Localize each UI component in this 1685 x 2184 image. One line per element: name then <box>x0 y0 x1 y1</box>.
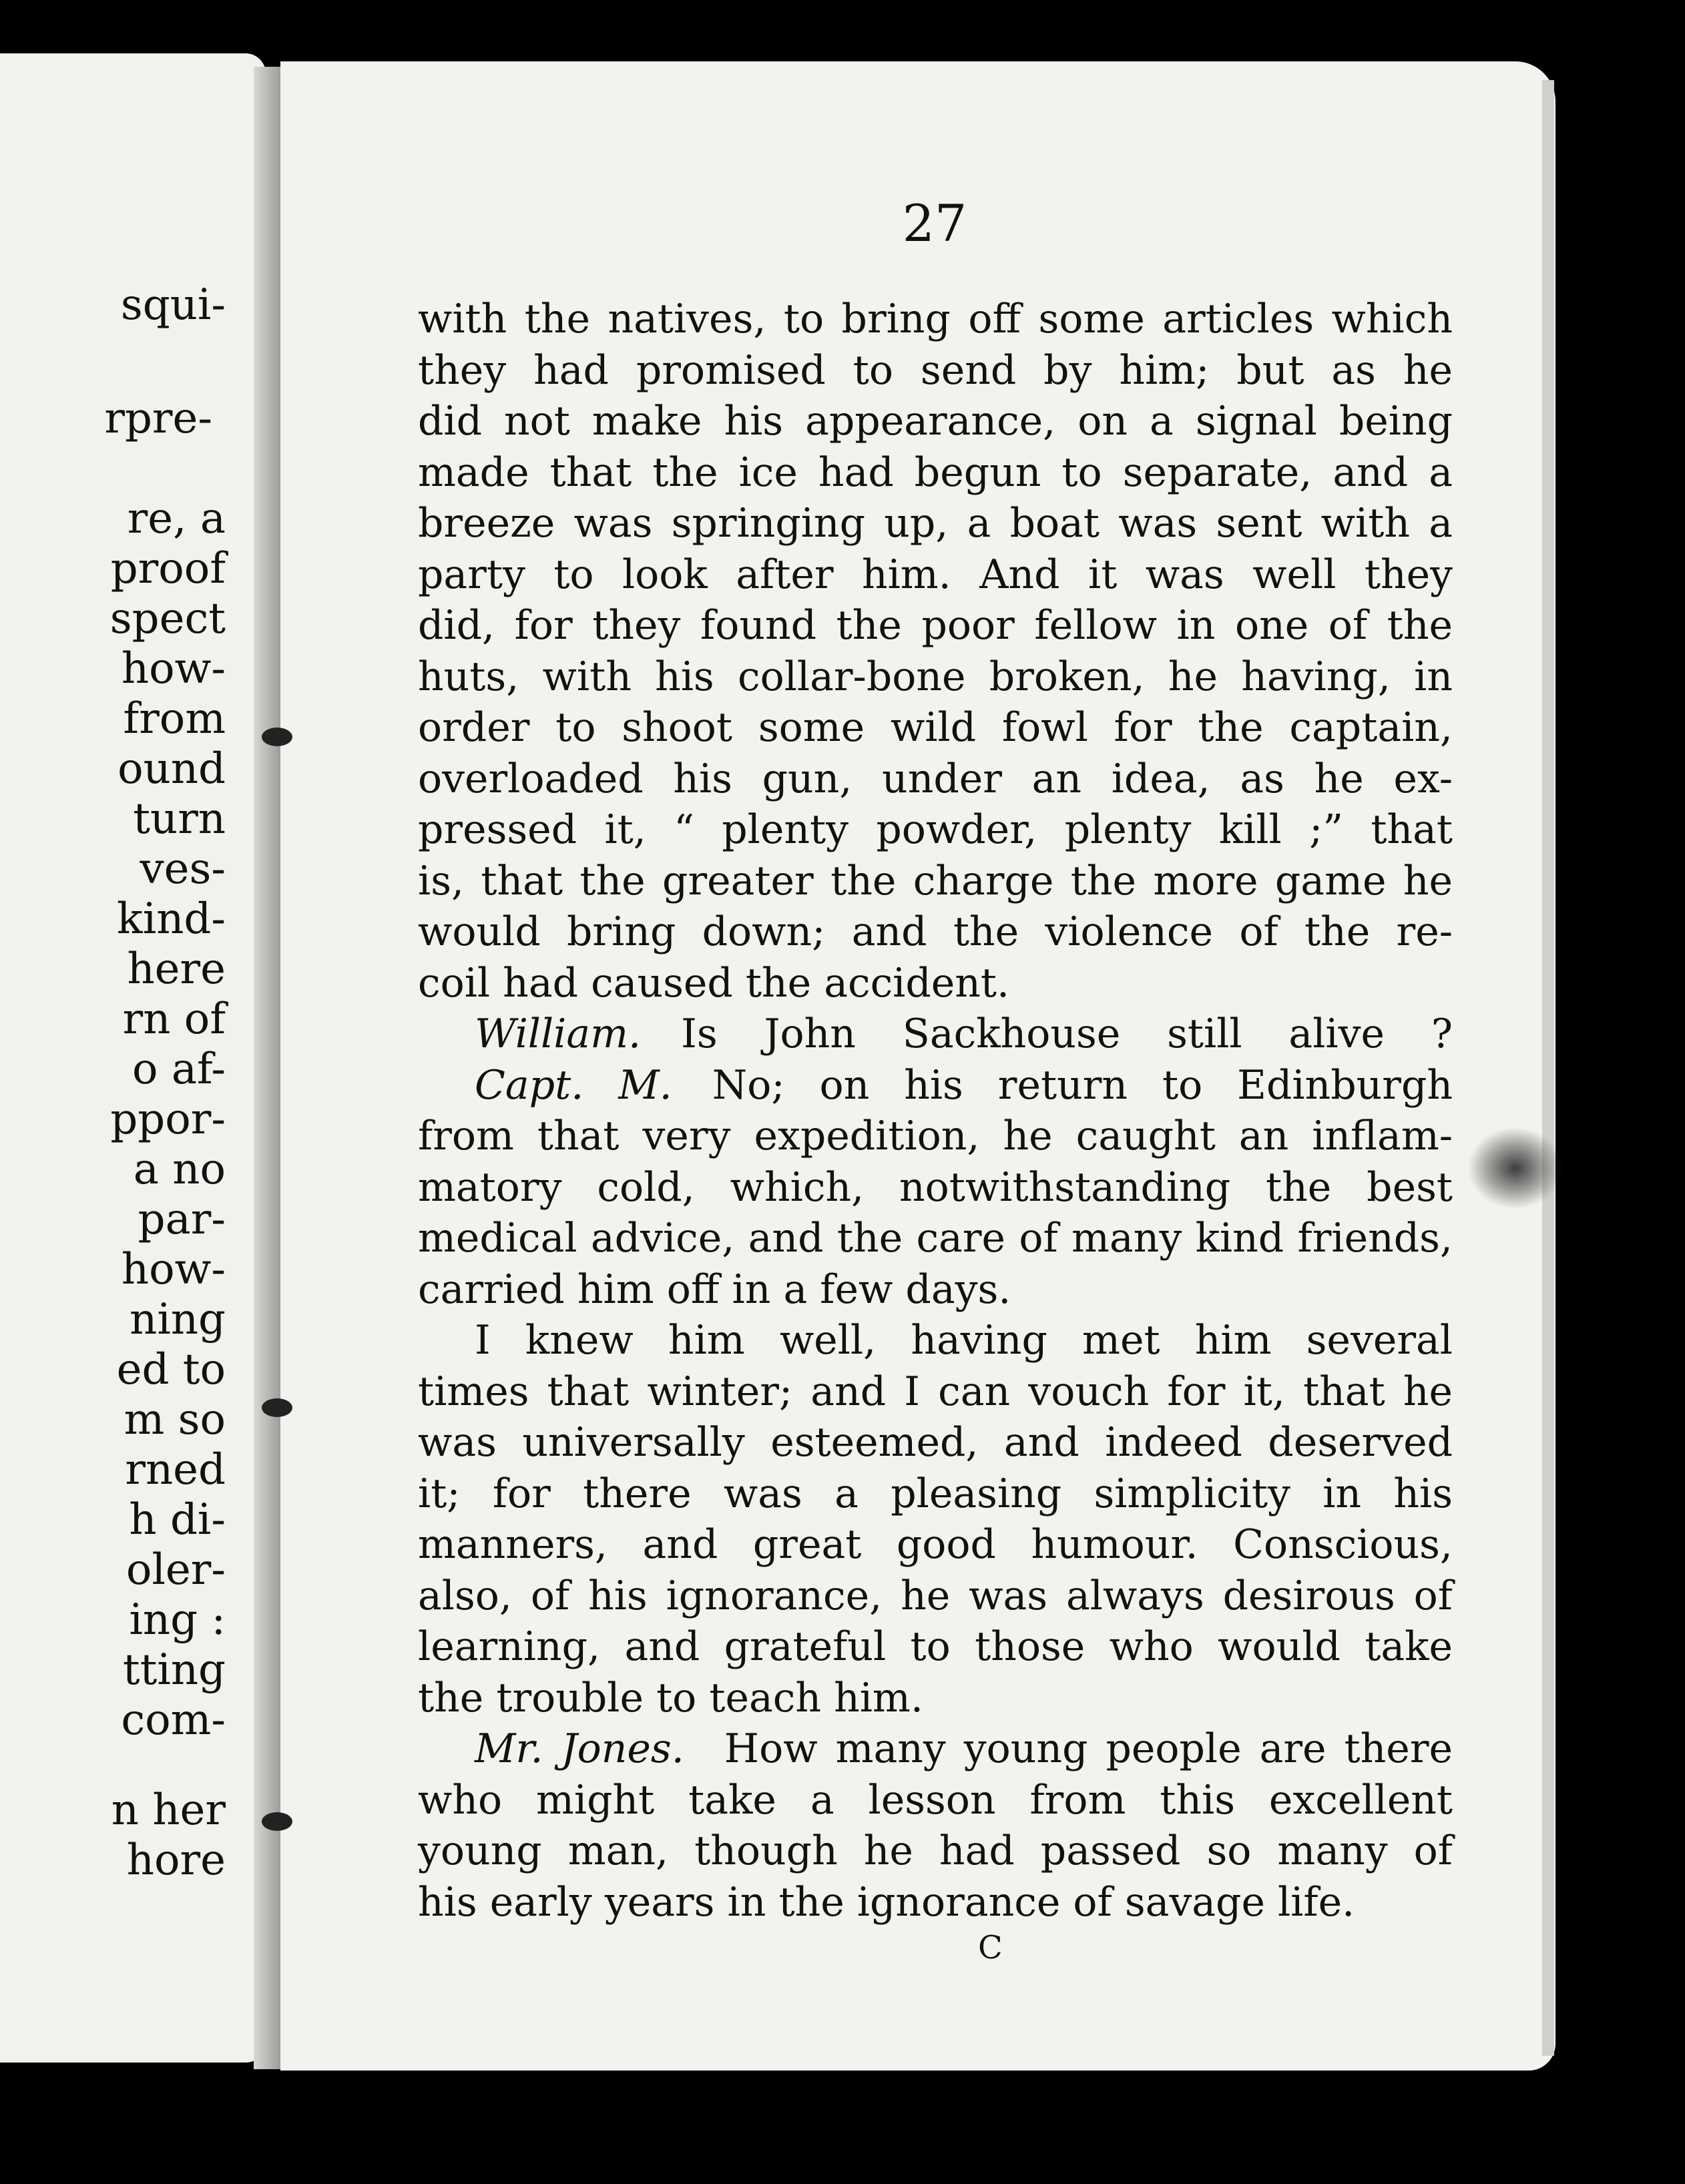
page-number: 27 <box>902 194 967 253</box>
line-text: it; for there was a pleasing simplicity in his <box>418 1470 1453 1517</box>
text-line <box>418 1009 1453 1060</box>
text-line <box>418 1060 1453 1111</box>
text-line <box>418 906 1453 958</box>
line-text: they had promised to send by him; but as he <box>418 346 1453 394</box>
left-page-line: ves- <box>140 844 226 894</box>
text-line <box>418 1264 1453 1316</box>
ink-smudge <box>1469 1128 1562 1208</box>
text-line <box>418 1775 1453 1826</box>
left-page-line: ppor- <box>110 1095 226 1144</box>
left-page-line: rn of <box>122 995 226 1044</box>
text-line <box>418 1621 1453 1673</box>
text-line <box>418 754 1453 805</box>
text-line <box>418 1723 1453 1775</box>
text-line <box>418 856 1453 907</box>
text-line <box>418 447 1453 499</box>
text-line <box>418 958 1453 1009</box>
text-line <box>418 294 1453 345</box>
text-line <box>418 549 1453 601</box>
line-text: did, for they found the poor fellow in one of the <box>418 602 1453 649</box>
left-page-line: how- <box>121 1245 226 1294</box>
line-text: also, of his ignorance, he was always desirous of <box>418 1572 1453 1619</box>
text-line <box>418 702 1453 754</box>
left-page-line: ound <box>117 744 226 794</box>
left-page-line: ed to <box>116 1345 226 1394</box>
line-text: coil had caused the accident. <box>418 959 1010 1007</box>
line-text: made that the ice had begun to separate, and a <box>418 449 1453 496</box>
line-text: breeze was springing up, a boat was sent with a <box>418 500 1453 547</box>
left-page-line: here <box>127 944 226 994</box>
line-text: times that winter; and I can vouch for it, that he <box>418 1368 1453 1415</box>
line-text: is, that the greater the charge the more game he <box>418 857 1453 904</box>
signature-mark: C <box>978 1929 1003 1966</box>
line-text: matory cold, which, notwithstanding the best <box>418 1163 1453 1211</box>
line-text: No; on his return to Edinburgh <box>712 1061 1453 1109</box>
left-page-line: tting <box>122 1645 226 1695</box>
line-text: was universally esteemed, and indeed deserved <box>418 1419 1453 1466</box>
binding-thread-mark <box>262 728 292 746</box>
line-text: his early years in the ignorance of savage life. <box>418 1878 1355 1926</box>
left-page-line: from <box>123 694 226 744</box>
text-line <box>418 600 1453 651</box>
left-page-line: oler- <box>126 1545 226 1595</box>
line-text: How many young people are there <box>724 1725 1453 1772</box>
text-line <box>418 1877 1453 1928</box>
left-page-line: spect <box>109 594 226 643</box>
page-body-text <box>418 294 1453 1928</box>
line-text: huts, with his collar-bone broken, he having, in <box>418 653 1453 700</box>
left-page-line: squi- <box>120 280 226 330</box>
line-text: young man, though he had passed so many of <box>418 1828 1453 1874</box>
left-page-line: turn <box>133 794 226 844</box>
speaker-name: Mr. Jones. <box>475 1725 684 1772</box>
line-text: pressed it, “ plenty powder, plenty kill ;” that <box>418 806 1453 853</box>
binding-thread-mark <box>262 1398 292 1417</box>
line-text: who might take a lesson from this excellent <box>418 1776 1453 1824</box>
text-line <box>418 804 1453 856</box>
speaker-name: Capt. M. <box>475 1061 672 1109</box>
text-line <box>418 1417 1453 1468</box>
left-page-line: ing : <box>129 1595 226 1645</box>
line-text: with the natives, to bring off some articles which <box>418 296 1453 342</box>
left-page-line: com- <box>121 1695 226 1745</box>
left-page-line: m so <box>124 1395 226 1444</box>
left-page-line: how- <box>121 644 226 694</box>
text-line <box>418 1162 1453 1213</box>
left-page-line: par- <box>138 1195 226 1244</box>
line-text: the trouble to teach him. <box>418 1674 923 1721</box>
line-text: manners, and great good humour. Conscious, <box>418 1521 1453 1568</box>
text-line <box>418 396 1453 447</box>
line-text: party to look after him. And it was well they <box>418 551 1453 598</box>
text-line <box>418 1213 1453 1264</box>
left-page-line: o af- <box>132 1045 226 1094</box>
text-line <box>418 1673 1453 1724</box>
left-page-line: hore <box>126 1836 226 1885</box>
left-page-line: h di- <box>129 1495 226 1545</box>
left-page-text <box>0 53 266 2063</box>
line-text: order to shoot some wild fowl for the captain, <box>418 704 1453 751</box>
left-page-line: ning <box>130 1295 226 1344</box>
line-text: I knew him well, having met him several <box>475 1317 1453 1364</box>
line-text: overloaded his gun, under an idea, as he ex- <box>418 755 1453 802</box>
text-line <box>418 498 1453 549</box>
left-page-line: rpre- <box>104 394 212 443</box>
line-text: would bring down; and the violence of the re- <box>418 908 1453 955</box>
left-page-line: a no <box>133 1145 226 1194</box>
text-line <box>418 1519 1453 1571</box>
text-line <box>418 1315 1453 1366</box>
left-page-line: proof <box>110 544 226 593</box>
line-text: learning, and grateful to those who would take <box>418 1623 1453 1670</box>
text-line <box>418 651 1453 703</box>
text-line <box>418 1571 1453 1622</box>
text-line <box>418 1366 1453 1418</box>
line-text: carried him off in a few days. <box>418 1266 1011 1313</box>
line-text: did not make his appearance, on a signal being <box>418 398 1453 445</box>
left-page-line: re, a <box>127 494 226 543</box>
text-line <box>418 1468 1453 1520</box>
left-page-line: rned <box>125 1445 226 1494</box>
page-edge <box>1542 80 1554 2056</box>
left-page <box>0 53 266 2063</box>
left-page-line: n her <box>111 1786 226 1835</box>
text-line <box>418 1111 1453 1162</box>
text-line <box>418 1826 1453 1877</box>
binding-thread-mark <box>262 1812 292 1831</box>
line-text: Is John Sackhouse still alive ? <box>681 1011 1453 1057</box>
line-text: from that very expedition, he caught an inflam- <box>418 1113 1453 1159</box>
speaker-name: William. <box>475 1011 642 1057</box>
line-text: medical advice, and the care of many kind friends, <box>418 1215 1453 1262</box>
left-page-line: kind- <box>116 894 226 944</box>
text-line <box>418 345 1453 396</box>
